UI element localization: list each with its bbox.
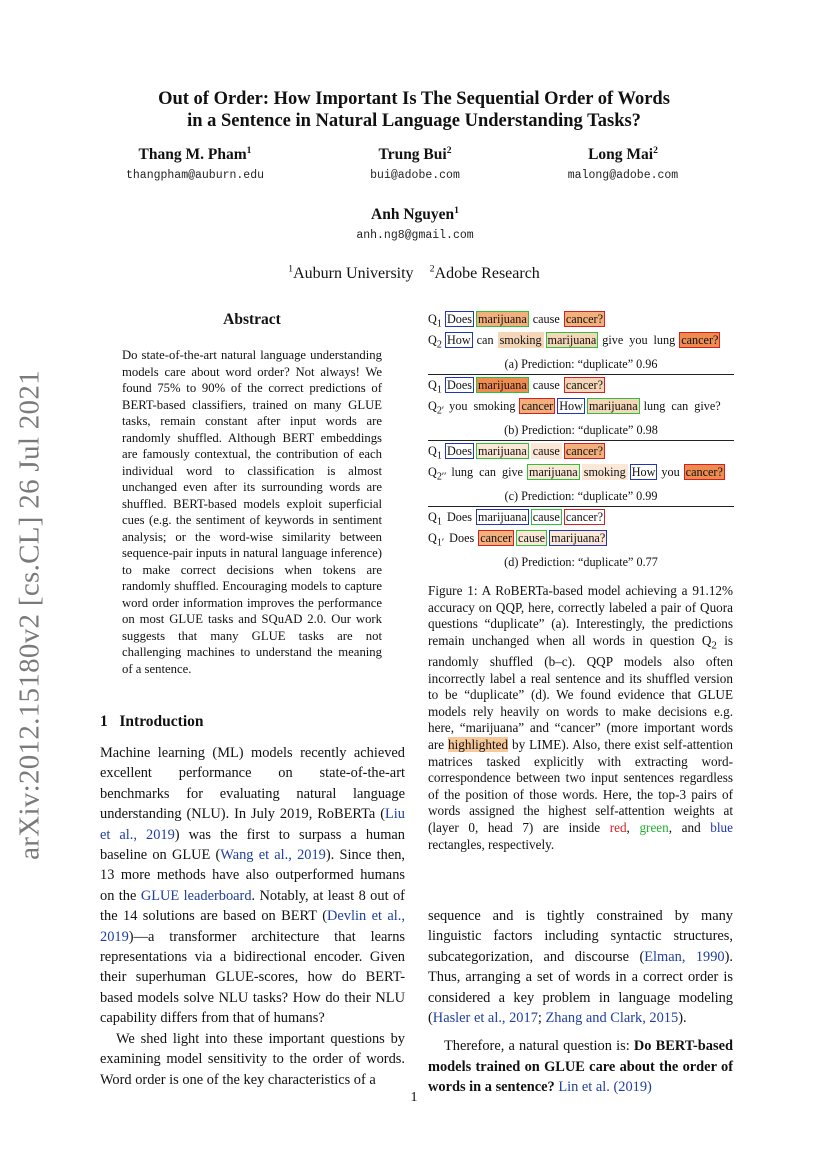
citation-link[interactable]: Liu et al., 2019 (100, 806, 405, 843)
fig-c-q2: $Q_{2''}$ lung can give marijuana smoking How you cancer? (428, 465, 723, 483)
fig-divider (428, 506, 734, 507)
affiliation-1: Auburn University (293, 265, 414, 282)
fig-b-q1: $Q_1$ Does marijuana cause cancer? (428, 378, 604, 396)
fig-a-q2: $Q_2$ How can smoking marijuana give you lung cancer? (428, 333, 719, 351)
affiliations: $^1$Auburn University $^2$Adobe Research (288, 263, 540, 282)
author-email: bui@adobe.com (370, 169, 460, 182)
intro-body (100, 743, 405, 1090)
author-name: Thang M. Pham$^1$ (138, 144, 252, 163)
author-email: anh.ng8@gmail.com (356, 229, 474, 242)
intro-paragraph-2: We shed light into these important questions by examining model sensitivity to the order of words. Word order is one of the key characteristics of a (100, 1030, 405, 1088)
fig-a-q1: $Q_1$ Does marijuana cause cancer? (428, 312, 604, 330)
citation-link[interactable]: Lin et al. (2019) (558, 1079, 652, 1096)
intro-paragraph-1: Machine learning (ML) models recently achieved excellent performance on state-of-the-art benchmarks for evaluating natural language understanding (NLU). In July 2019, RoBERTa (Liu et al., 2019) was the first to surpass a human baseline on GLUE (Wang et al., 2019). Since then, 13 more methods have also outperformed humans on the GLUE leaderboard. Notably, at least 8 out of the 14 solutions are based on BERT (Devlin et al., 2019)—a transformer architecture that learns representations via a bidirectional encoder. Given their superhuman GLUE-scores, how do BERT-based models solve NLU tasks? How do their NLU capability differs from that of humans? (100, 745, 405, 1027)
author-block-3 (538, 146, 708, 182)
fig-d-q2: $Q_{1'}$ Does cancer cause marijuana? (428, 531, 606, 549)
author-block-1 (110, 146, 280, 182)
fig-b-q2: $Q_{2'}$ you smoking cancer How marijuana lung can give? (428, 399, 721, 417)
glue-leaderboard-link[interactable]: GLUE leaderboard (140, 887, 252, 904)
author-block-2 (330, 146, 500, 182)
paper-title (0, 88, 828, 132)
figure-1-caption: Figure 1: A RoBERTa-based model achieving a 91.12% accuracy on QQP, here, correctly labeled a pair of Quora questions “duplicate” (a). Interestingly, the predictions remain unchanged when all words in question $Q_2$ is randomly shuffled (b–c). QQP models also often incorrectly label a real sentence and its shuffled version to be “duplicate” (d). We found evidence that GLUE models rely heavily on words to make decisions e.g. here, “marijuana” and “cancer” (more important words are highlighted by LIME). Also, there exist self-attention matrices tasked explicitly with extracting word-correspondence between two input sentences regardless of the position of those words. Here, the top-3 pairs of words assigned the highest self-attention weights at (layer 0, head 7) are inside red, green, and blue rectangles, respectively. (428, 583, 734, 852)
right-paragraph-1: sequence and is tightly constrained by many linguistic factors including syntactic structures, subcategorization, and discourse (Elman, 1990). Thus, arranging a set of words in a correct order is considered a key problem in language modeling (Hasler et al., 2017; Zhang and Clark, 2015). (428, 908, 733, 1027)
fig-divider (428, 440, 734, 441)
author-name: Anh Nguyen$^1$ (371, 204, 459, 223)
title-line-2: in a Sentence in Natural Language Understanding Tasks? (187, 111, 641, 131)
citation-link[interactable]: Hasler et al., 2017 (432, 1010, 538, 1027)
fig-d-caption: (d) Prediction: “duplicate” 0.77 (504, 555, 658, 569)
arxiv-sidebar (5, 370, 55, 860)
right-paragraph-2: Therefore, a natural question is: Do BERT-based models trained on GLUE care about the order of words in a sentence? Lin et al. (2019) (428, 1038, 733, 1096)
author-block-4 (330, 206, 500, 242)
fig-c-caption: (c) Prediction: “duplicate” 0.99 (504, 489, 658, 503)
author-name: Long Mai$^2$ (588, 144, 658, 163)
page-number: 1 (410, 1090, 418, 1105)
citation-link[interactable]: Elman, 1990 (644, 948, 725, 965)
citation-link[interactable]: Zhang and Clark, 2015 (545, 1010, 679, 1027)
fig-divider (428, 374, 734, 375)
author-email: malong@adobe.com (567, 169, 679, 182)
author-email: thangpham@auburn.edu (125, 169, 265, 182)
highlighted-word: highlighted (448, 736, 509, 752)
abstract-text: Do state-of-the-art natural language understanding models care about word order? Not always! We found 75% to 90% of the correct predictions of BERT-based classifiers, trained on many GLUE tasks, remain constant after input words are randomly shuffled. Although BERT embeddings are famously contextual, the contribution of each individual word to classification is almost unchanged even after its surrounding words are shuffled. BERT-based models exploit superficial cues (e.g. the sentiment of keywords in sentiment analysis; or the word-wise similarity between sequence-pair inputs in natural language inference) to make correct decisions when tokens are randomly shuffled. Encouraging models to capture word order information improves the performance on most GLUE tasks and SQuAD 2.0. Our work suggests that many GLUE tasks are not challenging machines to understand the meaning of a sentence. (122, 348, 382, 676)
fig-b-caption: (b) Prediction: “duplicate” 0.98 (504, 423, 658, 437)
fig-c-q1: $Q_1$ Does marijuana cause cancer? (428, 444, 604, 462)
intro-heading: 1 Introduction (100, 713, 204, 730)
title-line-1: Out of Order: How Important Is The Sequential Order of Words (158, 89, 670, 109)
right-column-body (428, 906, 733, 1098)
author-name: Trung Bui$^2$ (378, 144, 452, 163)
fig-d-q1: $Q_1$ Does marijuana cause cancer? (428, 510, 604, 528)
abstract-heading: Abstract (223, 311, 281, 328)
affiliation-2: Adobe Research (434, 265, 540, 282)
fig-a-caption: (a) Prediction: “duplicate” 0.96 (504, 357, 658, 371)
citation-link[interactable]: Wang et al., 2019 (220, 847, 326, 864)
arxiv-id: arXiv:2012.15180v2 [cs.CL] 26 Jul 2021 (13, 370, 46, 860)
citation-link[interactable]: Devlin et al., 2019 (100, 908, 405, 945)
